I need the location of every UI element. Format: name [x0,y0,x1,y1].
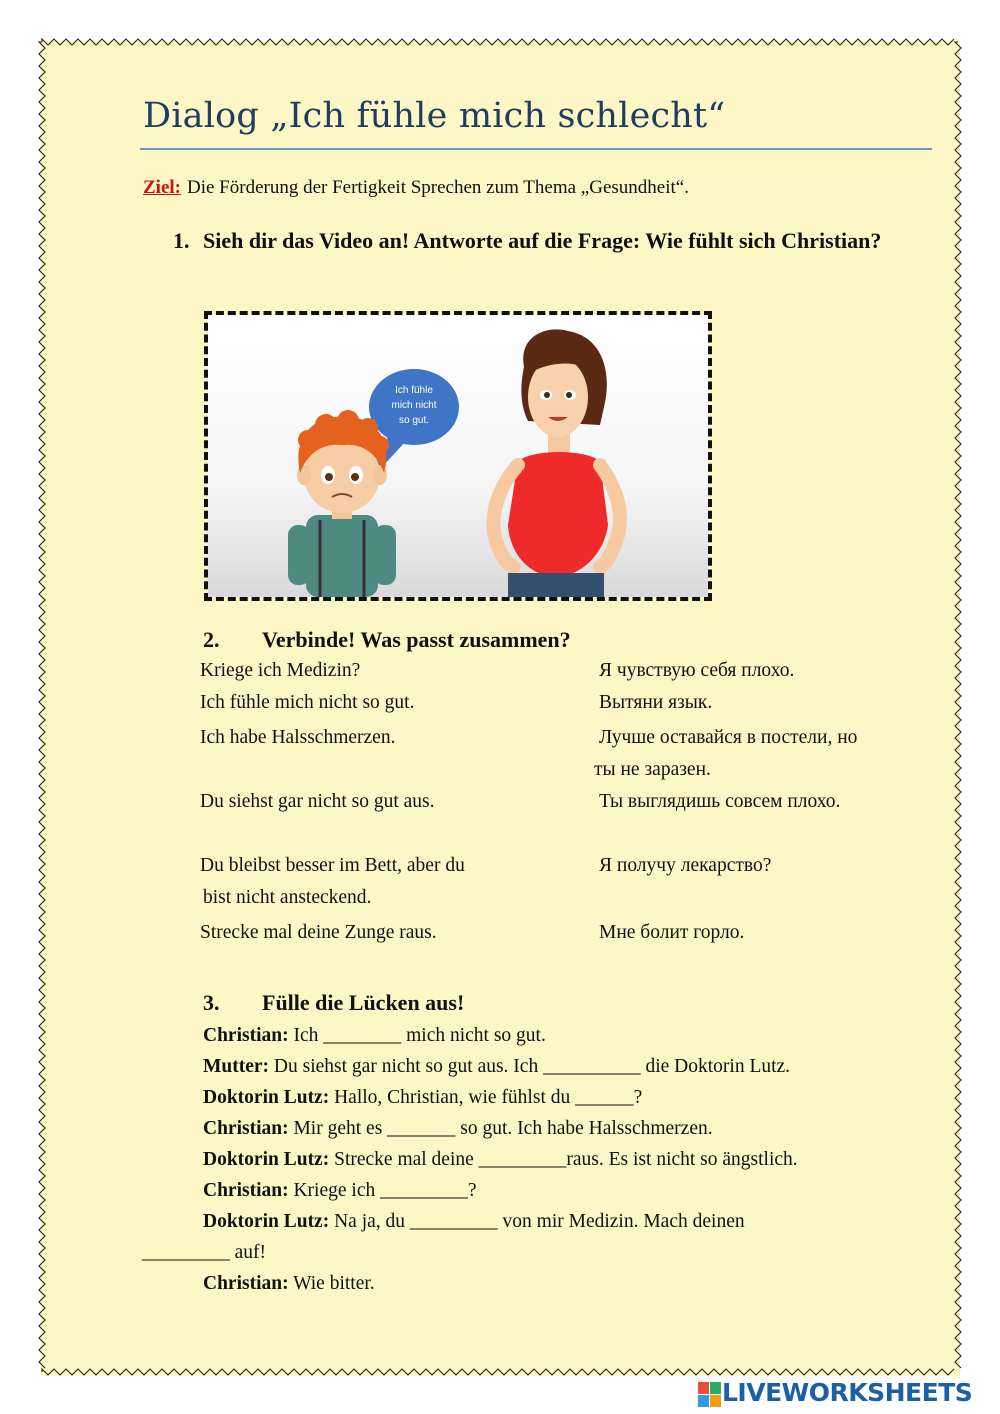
dialog-text: Na ja, du _________ von mir Medizin. Mach deinen [329,1211,745,1232]
task-3-number: 3. [203,990,220,1015]
dialog-line [203,1211,745,1233]
goal-text: Die Förderung der Fertigkeit Sprechen zum Thema „Gesundheit“. [187,177,689,198]
dialog-speaker: Christian: [203,1025,289,1046]
dialog-speaker: Doktorin Lutz: [203,1087,330,1108]
dialog-line [203,1118,713,1140]
task-3-title: Fülle die Lücken aus! [262,990,465,1015]
dialog-text: Du siehst gar nicht so gut aus. Ich __________ die Doktorin Lutz. [269,1056,791,1077]
dialog-line [203,1273,375,1295]
dialog-line [203,1149,798,1171]
russian-phrase: Лучше оставайся в постели, но [599,727,858,748]
german-phrase: Du bleibst besser im Bett, aber du [200,855,465,876]
german-phrase: Kriege ich Medizin? [200,660,361,681]
german-phrase: Strecke mal deine Zunge raus. [200,922,437,943]
german-phrase: Du siehst gar nicht so gut aus. [200,791,435,812]
speech-bubble-line-1: Ich fühle [395,385,433,396]
dialog-speaker: Christian: [203,1180,289,1201]
task-2-number: 2. [203,627,220,652]
dialog-line-continued [142,1242,266,1264]
dialog-text: Hallo, Christian, wie fühlst du ______? [329,1087,643,1108]
dialog-line [203,1025,546,1047]
russian-phrase: Мне болит горло. [599,922,745,943]
german-phrase: Ich habe Halsschmerzen. [200,727,396,748]
dialog-text: Ich ________ mich nicht so gut. [288,1025,546,1046]
task-2-title: Verbinde! Was passt zusammen? [262,627,571,652]
russian-phrase: Я чувствую себя плохо. [599,660,795,681]
dialog-speaker: Christian: [203,1118,289,1139]
goal-line [143,177,689,199]
liveworksheets-brand[interactable]: LIVEWORKSHEETS [722,1378,973,1407]
liveworksheets-logo-icon [698,1380,722,1410]
speech-bubble-line-3: so gut. [398,415,430,426]
task-1-text: Sieh dir das Video an! Antworte auf die Frage: Wie fühlt sich Christian? [203,228,882,253]
page-title: Dialog „Ich fühle mich schlecht“ [143,96,726,136]
dialog-text: _________ auf! [142,1242,267,1263]
dialog-speaker: Christian: [203,1273,289,1294]
russian-phrase: Ты выглядишь совсем плохо. [599,791,841,812]
german-phrase-continued: bist nicht ansteckend. [203,887,372,908]
dialog-text: Strecke mal deine _________raus. Es ist nicht so ängstlich. [329,1149,798,1170]
goal-label: Ziel: [143,177,181,198]
speech-bubble-line-2: mich nicht [391,400,437,411]
dialog-text: Mir geht es _______ so gut. Ich habe Halsschmerzen. [288,1118,713,1139]
dialog-speaker: Mutter: [203,1056,270,1077]
dialog-line [203,1180,477,1202]
task-1-number: 1. [173,228,190,253]
dialog-text: Kriege ich _________? [288,1180,477,1201]
title-underline [140,148,932,150]
dialog-speaker: Doktorin Lutz: [203,1149,330,1170]
russian-phrase: Я получу лекарство? [599,855,772,876]
german-phrase: Ich fühle mich nicht so gut. [200,692,415,713]
dialog-line [203,1056,790,1078]
dialog-text: Wie bitter. [288,1273,375,1294]
dialog-speaker: Doktorin Lutz: [203,1211,330,1232]
video-illustration [208,315,708,597]
russian-phrase-continued: ты не заразен. [594,759,711,780]
dialog-line [203,1087,642,1109]
video-frame[interactable] [204,311,712,601]
russian-phrase: Вытяни язык. [599,692,713,713]
